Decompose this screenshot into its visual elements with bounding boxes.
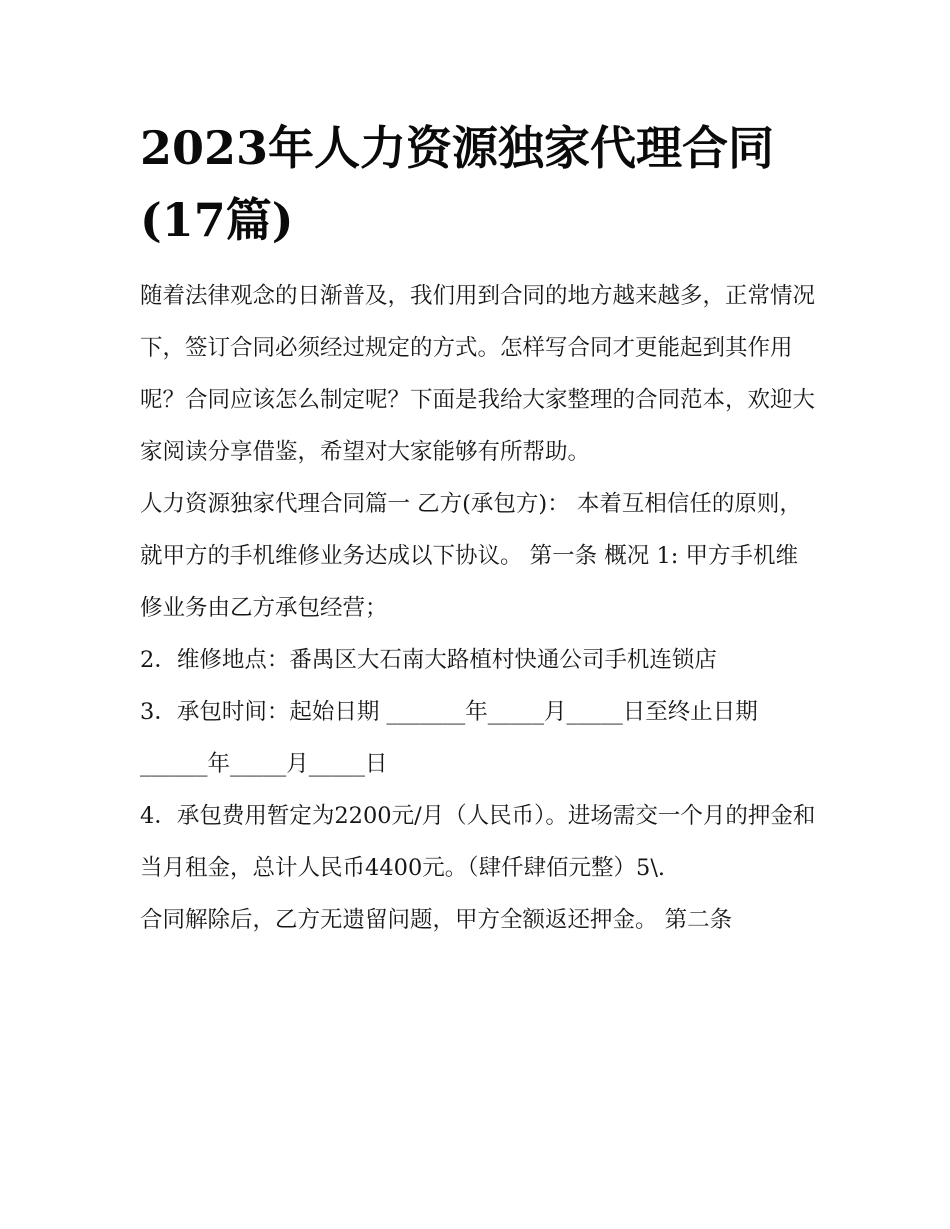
intro-paragraph: 随着法律观念的日渐普及，我们用到合同的地方越来越多，正常情况下，签订合同必须经过规定的方式。怎样写合同才更能起到其作用呢？合同应该怎么制定呢？下面是我给大家整理的合同范本，欢迎大家阅读分享借鉴，希望对大家能够有所帮助。 (140, 283, 816, 465)
clause-end-date-blank: ______年_____月_____日 (140, 751, 388, 777)
document-title: 2023年人力资源独家代理合同(17篇) (140, 121, 775, 247)
contract-opening-paragraph: 人力资源独家代理合同篇一 乙方(承包方)： 本着互相信任的原则，就甲方的手机维修业务达成以下协议。 第一条 概况 1: 甲方手机维修业务由乙方承包经营； (140, 491, 802, 621)
clause-deposit-return: 合同解除后，乙方无遗留问题，甲方全额返还押金。 第二条 (140, 907, 733, 933)
clause-contract-fee: 4．承包费用暂定为2200元/月（人民币）。进场需交一个月的押金和当月租金，总计人民币4400元。（肆仟肆佰元整）5\. (140, 803, 816, 881)
clause-repair-location: 2．维修地点：番禺区大石南大路植村快通公司手机连锁店 (140, 647, 717, 673)
document-body (140, 112, 820, 946)
clause-contract-period: 3．承包时间：起始日期 _______年_____月_____日至终止日期 (140, 699, 758, 725)
